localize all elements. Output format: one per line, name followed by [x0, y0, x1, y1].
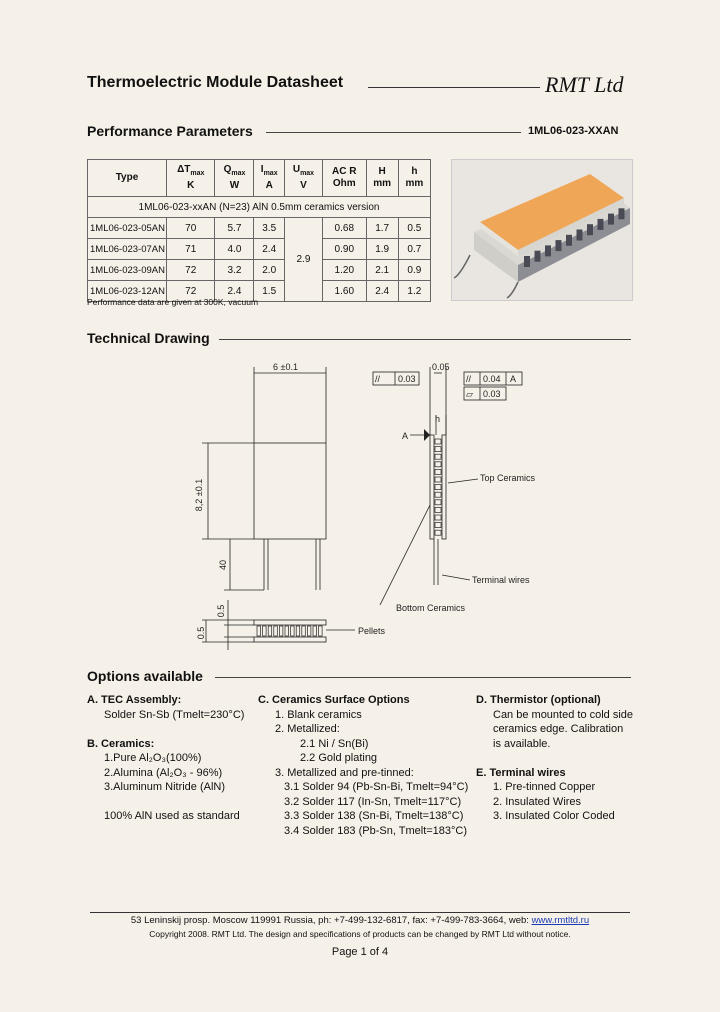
header-rule [368, 87, 540, 88]
drawing-heading: Technical Drawing [87, 330, 210, 346]
option-item: 3.3 Solder 138 (Sn-Bi, Tmelt=138°C) [284, 810, 464, 822]
bottom-pellet [268, 626, 272, 636]
footer-web-link[interactable]: www.rmtltd.ru [531, 915, 590, 926]
tol-flatness-value: 0.03 [483, 389, 501, 399]
side-pellet [435, 507, 441, 512]
table-cell: 1.9 [366, 239, 398, 260]
performance-heading: Performance Parameters [87, 123, 253, 139]
pellet [524, 256, 530, 267]
bottom-pellet [296, 626, 300, 636]
brand-logo: RMT Ltd [545, 72, 624, 97]
tol-parallel-value: 0.03 [398, 374, 416, 384]
header-col-2: $I_{max}$ A [254, 160, 284, 197]
dim-ceramic-label: 0.5 [196, 626, 206, 640]
bottom-pellet [274, 626, 278, 636]
option-item [476, 751, 636, 766]
pellet [598, 219, 604, 230]
footer-copyright: Copyright 2008. RMT Ltd. The design and specifications of products can be changed by RMT Ltd without notice. [149, 929, 571, 939]
dim-width-label: 6 ±0.1 [273, 362, 298, 372]
header-col-6: h mm [398, 160, 430, 197]
table-cell: 2.4 [215, 281, 254, 302]
table-cell: 0.5 [398, 218, 430, 239]
tol-parallel-symbol: // [375, 374, 381, 384]
table-cell: 2.4 [366, 281, 398, 302]
option-item [87, 722, 247, 737]
bottom-pellet [279, 626, 283, 636]
dim-wire-label: 40 [218, 559, 228, 571]
table-cell: 70 [167, 218, 215, 239]
side-pellet [435, 485, 441, 490]
side-pellet [435, 469, 441, 474]
option-item: 2.Alumina (Al₂O₃ - 96%) [104, 766, 223, 779]
option-item: 100% AlN used as standard [104, 810, 240, 822]
tec-module-illustration [452, 160, 632, 300]
table-cell: 2.9 [284, 218, 322, 302]
option-item: 2. Metallized: [275, 723, 340, 735]
table-cell: 1.7 [366, 218, 398, 239]
header-type: Type [88, 160, 167, 197]
option-heading: B. Ceramics: [87, 737, 155, 750]
pellet [577, 230, 583, 241]
dim-thickness-label: 0.5 [216, 604, 226, 618]
side-pellet [435, 492, 441, 497]
header-col-0: $\Delta T_{max}$ K [167, 160, 215, 197]
option-item: 3.4 Solder 183 (Pb-Sn, Tmelt=183°C) [284, 824, 468, 837]
table-cell: 1.20 [323, 260, 367, 281]
table-header-row [88, 160, 431, 197]
table-cell: 2.4 [254, 239, 284, 260]
option-item: 2.2 Gold plating [300, 752, 378, 764]
header-col-3: $U_{max}$ V [284, 160, 322, 197]
header-col-5: H mm [366, 160, 398, 197]
option-item: 3.2 Solder 117 (In-Sn, Tmelt=117°C) [284, 795, 462, 808]
table-cell: 72 [167, 281, 215, 302]
side-pellet [435, 523, 441, 528]
table-cell: 1.60 [323, 281, 367, 302]
page-number: Page 1 of 4 [331, 946, 389, 958]
table-cell: 4.0 [215, 239, 254, 260]
footer-address [90, 912, 630, 926]
table-cell: 0.7 [398, 239, 430, 260]
bottom-pellet [319, 626, 323, 636]
bottom-view-pellets [257, 626, 322, 636]
table-cell: 1.5 [254, 281, 284, 302]
table-cell: 3.5 [254, 218, 284, 239]
table-cell: 1ML06-023-05AN [88, 218, 167, 239]
option-item: ceramics edge. Calibration [493, 723, 624, 735]
tol-parallel2-symbol: // [466, 374, 472, 384]
table-cell: 2.1 [366, 260, 398, 281]
bottom-pellet [302, 626, 306, 636]
header-col-1: $Q_{max}$ W [215, 160, 254, 197]
pellet [587, 224, 593, 235]
table-row [88, 260, 431, 281]
side-pellet [435, 530, 441, 535]
option-item: Can be mounted to cold side [493, 708, 634, 721]
option-item: 1. Blank ceramics [275, 708, 362, 721]
side-pellet [435, 477, 441, 482]
option-item: 1.Pure Al₂O₃(100%) [104, 752, 202, 764]
tol-parallel2-value: 0.04 [483, 374, 501, 384]
h-dimension-label: h [435, 414, 441, 424]
label-top-ceramics: Top Ceramics [480, 473, 536, 483]
bottom-pellet [285, 626, 289, 636]
pellet [566, 235, 572, 246]
option-item: 3. Insulated Color Coded [493, 810, 615, 822]
side-pellet [435, 454, 441, 459]
module-front-view [254, 443, 326, 539]
product-photo [451, 159, 633, 301]
label-bottom-ceramics: Bottom Ceramics [396, 603, 466, 613]
dim-height-label: 8,2 ±0.1 [194, 478, 204, 512]
table-cell: 0.90 [323, 239, 367, 260]
side-view-pellets [435, 439, 441, 535]
side-pellet [435, 462, 441, 467]
table-cell: 0.9 [398, 260, 430, 281]
option-heading: A. TEC Assembly: [87, 694, 182, 706]
performance-note: Performance data are given at 300K, vacuum [87, 297, 259, 307]
option-heading: E. Terminal wires [476, 766, 566, 779]
table-cell: 1ML06-023-07AN [88, 239, 167, 260]
table-cell: 1ML06-023-12AN [88, 281, 167, 302]
option-item: is available. [493, 737, 551, 750]
document-title: Thermoelectric Module Datasheet [87, 74, 344, 91]
table-cell: 71 [167, 239, 215, 260]
side-pellet [435, 447, 441, 452]
option-item: 2.1 Ni / Sn(Bi) [300, 737, 369, 750]
tol-flatness-symbol: ▱ [466, 389, 473, 399]
bottom-pellet [263, 626, 267, 636]
pellet [619, 208, 625, 219]
options-column-ceramics [87, 693, 247, 824]
model-code: 1ML06-023-XXAN [528, 125, 619, 137]
table-subtitle: 1ML06-023-xxAN (N=23) AlN 0.5mm ceramics version [88, 197, 431, 218]
option-item: 3.Aluminum Nitride (AlN) [104, 781, 226, 793]
option-heading: C. Ceramics Surface Options [258, 694, 410, 706]
options-rule [215, 677, 631, 678]
side-pellet [435, 515, 441, 520]
option-item: 3. Metallized and pre-tinned: [275, 766, 414, 779]
label-pellets: Pellets [358, 626, 386, 636]
side-pellet [435, 439, 441, 444]
footer-address-text: 53 Leninskij prosp. Moscow 119991 Russia, ph: +7-499-132-6817, fax: +7-499-783-3664, web: [130, 915, 532, 926]
options-heading: Options available [87, 668, 203, 684]
table-cell: 0.68 [323, 218, 367, 239]
technical-drawing [180, 355, 600, 655]
tol-top-value: 0.05 [432, 362, 450, 372]
table-cell: 72 [167, 260, 215, 281]
pellet [545, 245, 551, 256]
option-item: 1. Pre-tinned Copper [493, 781, 596, 793]
bottom-pellet [257, 626, 261, 636]
pellet [535, 251, 541, 262]
table-cell: 1.2 [398, 281, 430, 302]
option-item: Solder Sn-Sb (Tmelt=230°C) [104, 708, 245, 721]
table-cell: 3.2 [215, 260, 254, 281]
bottom-pellet [307, 626, 311, 636]
option-heading: D. Thermistor (optional) [476, 694, 601, 706]
table-cell: 1ML06-023-09AN [88, 260, 167, 281]
option-item: 3.1 Solder 94 (Pb-Sn-Bi, Tmelt=94°C) [284, 781, 469, 793]
drawing-rule [219, 339, 631, 340]
table-cell: 5.7 [215, 218, 254, 239]
side-pellet [435, 500, 441, 505]
bottom-pellet [291, 626, 295, 636]
label-terminal-wires: Terminal wires [472, 575, 530, 585]
datum-ref: A [510, 374, 517, 384]
table-row [88, 239, 431, 260]
options-column-surface [258, 693, 473, 838]
table-row [88, 218, 431, 239]
bottom-pellet [313, 626, 317, 636]
header-col-4: AC R Ohm [323, 160, 367, 197]
datum-label: A [402, 431, 409, 441]
option-item [87, 795, 247, 810]
pellet [608, 214, 614, 225]
options-column-thermistor [476, 693, 636, 824]
option-item: 2. Insulated Wires [493, 795, 582, 808]
table-cell: 2.0 [254, 260, 284, 281]
performance-table [87, 159, 431, 302]
table-subtitle-row [88, 197, 431, 218]
performance-rule [266, 132, 521, 133]
pellet [556, 240, 562, 251]
